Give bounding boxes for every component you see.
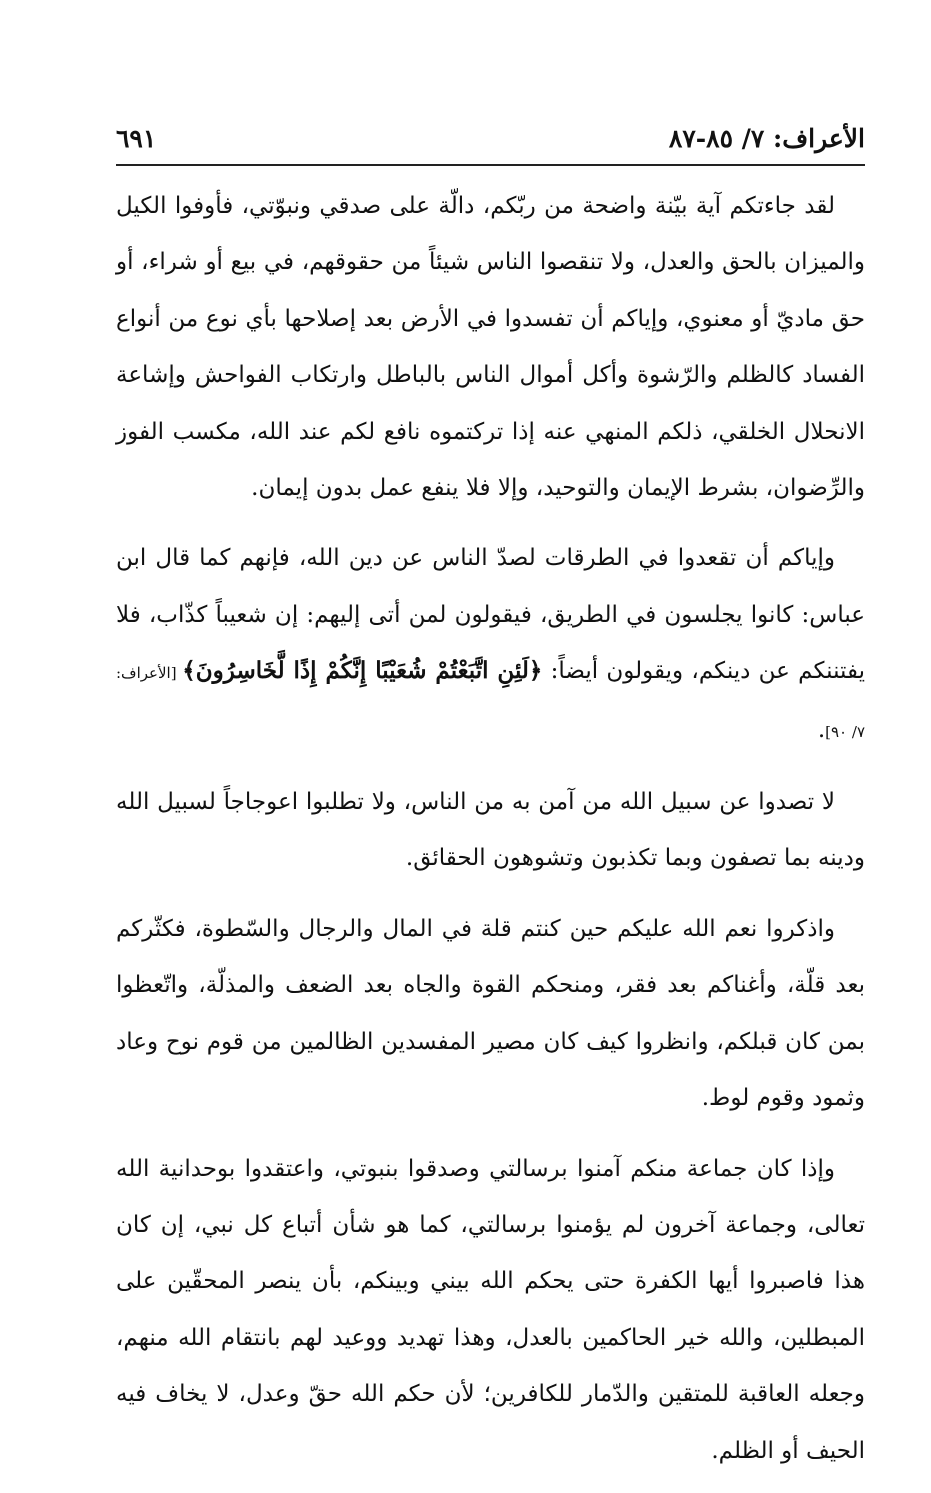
quran-quote: ﴿لَئِنِ اتَّبَعْتُمْ شُعَيْبًا إِنَّكُمْ إِذًا لَّخَاسِرُونَ﴾ — [182, 657, 543, 685]
paragraph-4: واذكروا نعم الله عليكم حين كنتم قلة في المال والرجال والسّطوة، فكثّركم بعد قلّة، وأغناكم بعد فقر، ومنحكم القوة والجاه بعد الضعف والمذلّة، واتّعظوا بمن كان قبلكم، وانظروا كيف كان مصير المفسدين الظالمين من قوم نوح وعاد وثمود وقوم لوط. — [116, 915, 865, 1112]
paragraph-2-end: . — [817, 716, 826, 743]
page-body — [116, 178, 865, 1493]
page-number: ٦٩١ — [116, 124, 157, 153]
surah-verse-reference: الأعراف: ٧/ ٨٥-٨٧ — [668, 124, 865, 153]
page-header — [116, 118, 865, 166]
paragraph-2-text: وإياكم أن تقعدوا في الطرقات لصدّ الناس عن دين الله، فإنهم كما قال ابن عباس: كانوا يجلسون في الطريق، فيقولون لمن أتى إليهم: إن شعيباً كذّاب، فلا يفتننكم عن دينكم، ويقولون أيضاً: — [116, 545, 866, 685]
header-divider — [116, 164, 865, 166]
paragraph-2 — [116, 530, 865, 760]
paragraph-5: وإذا كان جماعة منكم آمنوا برسالتي وصدقوا بنبوتي، واعتقدوا بوحدانية الله تعالى، وجماعة آخرون لم يؤمنوا برسالتي، كما هو شأن أتباع كل نبي، إن كان هذا فاصبروا أيها الكفرة حتى يحكم الله بيني وبينكم، بأن ينصر المحقّين على المبطلين، والله خير الحاكمين بالعدل، وهذا تهديد ووعيد لهم بانتقام الله منهم، وجعله العاقبة للمتقين والدّمار للكافرين؛ لأن حكم الله حقّ وعدل، لا يخاف فيه الحيف أو الظلم. — [116, 1155, 865, 1464]
paragraph-3: لا تصدوا عن سبيل الله من آمن به من الناس، ولا تطلبوا اعوجاجاً لسبيل الله ودينه بما تصفون وبما تكذبون وتشوهون الحقائق. — [116, 789, 865, 872]
paragraph-1: لقد جاءتكم آية بيّنة واضحة من ربّكم، دالّة على صدقي ونبوّتي، فأوفوا الكيل والميزان بالحق والعدل، ولا تنقصوا الناس شيئاً من حقوقهم، في بيع أو شراء، أو حق ماديّ أو معنوي، وإياكم أن تفسدوا في الأرض بعد إصلاحها بأي نوع من أنواع الفساد كالظلم والرّشوة وأكل أموال الناس بالباطل وارتكاب الفواحش وإشاعة الانحلال الخلقي، ذلكم المنهي عنه إذا تركتموه نافع لكم عند الله، مكسب الفوز والرِّضوان، بشرط الإيمان والتوحيد، وإلا فلا ينفع عمل بدون إيمان. — [116, 193, 865, 502]
quran-citation: [الأعراف: ٧/ ٩٠] — [116, 664, 865, 741]
